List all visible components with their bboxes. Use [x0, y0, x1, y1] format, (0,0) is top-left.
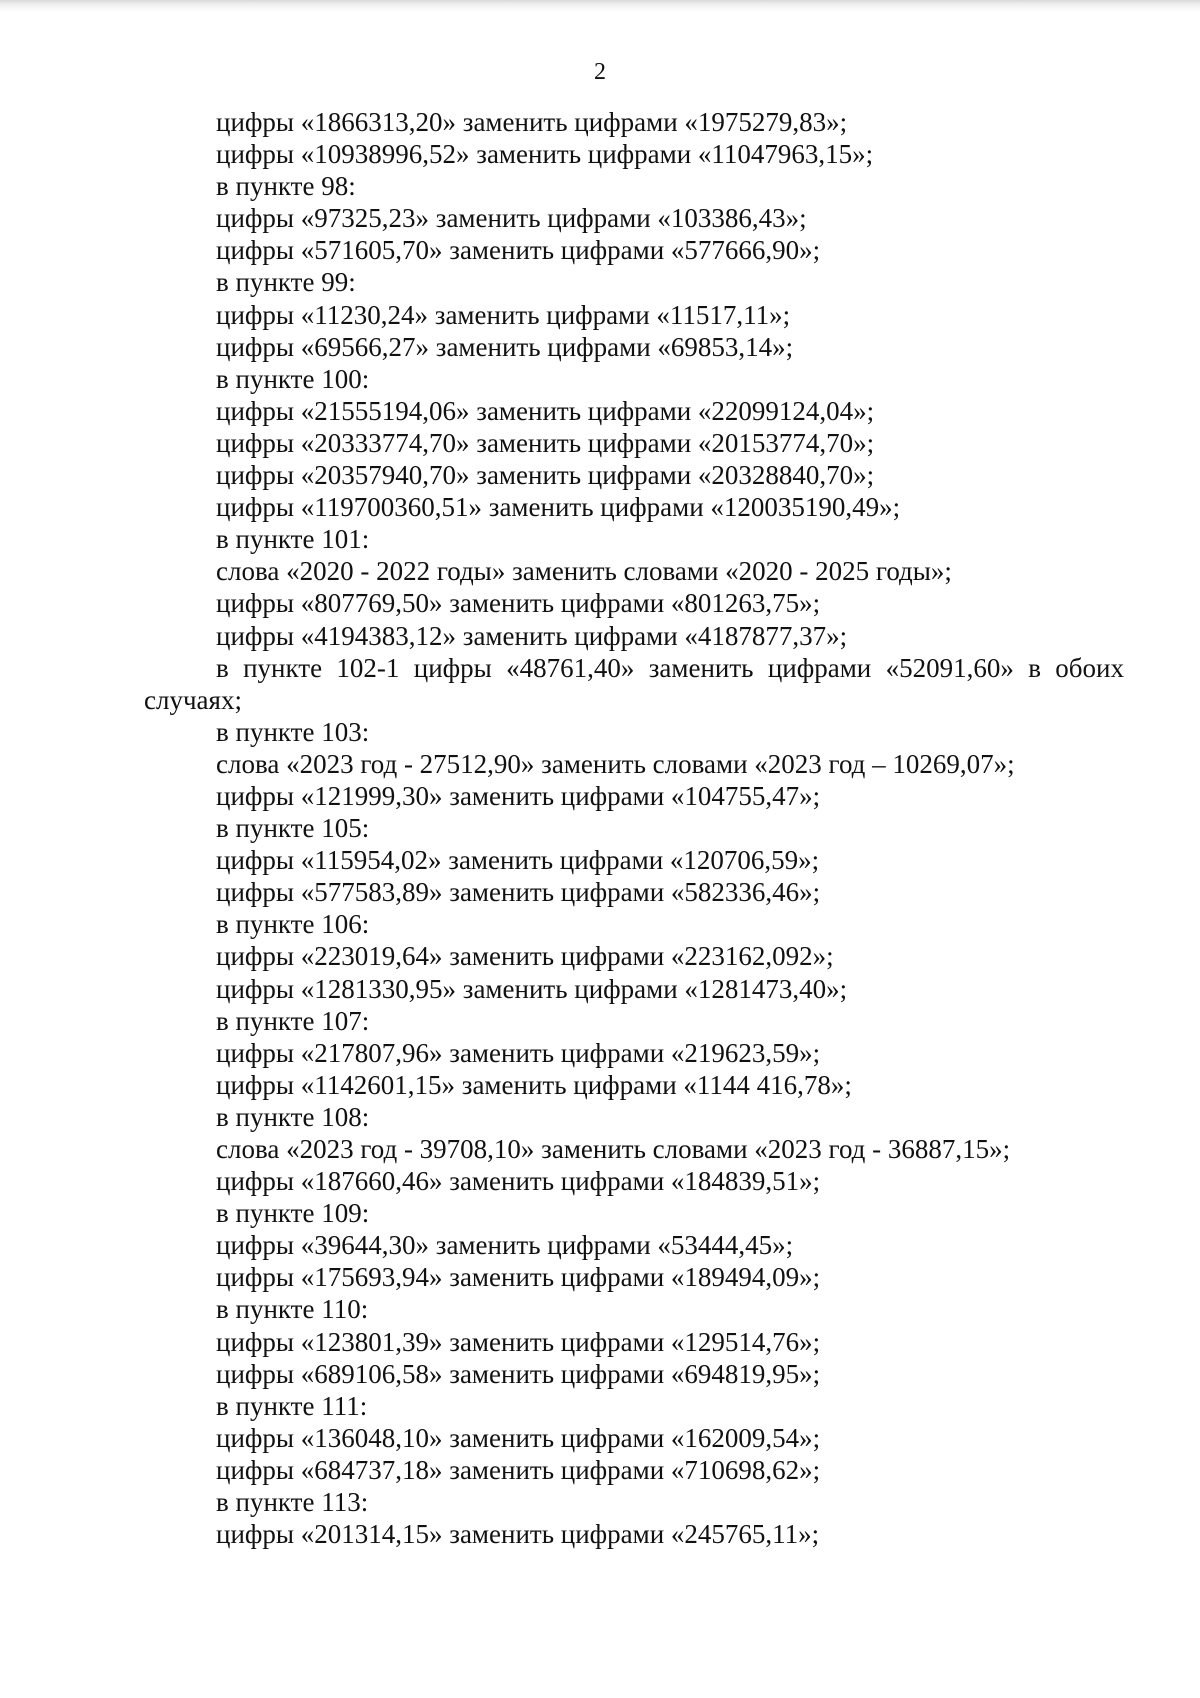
document-line: цифры «10938996,52» заменить цифрами «11047963,15»;: [216, 139, 874, 170]
document-line: слова «2023 год - 39708,10» заменить словами «2023 год - 36887,15»;: [216, 1134, 1011, 1164]
document-line: цифры «119700360,51» заменить цифрами «120035190,49»;: [216, 492, 901, 523]
scan-top-edge: [0, 0, 1200, 12]
document-line: цифры «11230,24» заменить цифрами «11517,11»;: [216, 299, 791, 330]
section-heading: в пункте 111:: [216, 1390, 368, 1421]
document-line: цифры «20357940,70» заменить цифрами «20328840,70»;: [216, 460, 875, 491]
document-line: цифры «684737,18» заменить цифрами «710698,62»;: [216, 1454, 821, 1485]
document-line: цифры «1281330,95» заменить цифрами «1281473,40»;: [216, 973, 848, 1004]
document-line: цифры «21555194,06» заменить цифрами «22099124,04»;: [216, 395, 875, 426]
section-heading: в пункте 113:: [216, 1487, 369, 1518]
section-heading: в пункте 108:: [216, 1101, 370, 1132]
document-line: цифры «69566,27» заменить цифрами «69853,14»;: [216, 331, 794, 362]
section-heading: в пункте 109:: [216, 1198, 370, 1229]
document-line: цифры «97325,23» заменить цифрами «103386,43»;: [216, 203, 807, 234]
document-line: цифры «187660,46» заменить цифрами «184839,51»;: [216, 1166, 821, 1197]
document-body: [144, 106, 1124, 1550]
section-heading: в пункте 110:: [216, 1294, 369, 1325]
section-heading: в пункте 103:: [216, 716, 370, 747]
document-line: цифры «689106,58» заменить цифрами «694819,95»;: [216, 1358, 821, 1389]
section-heading: в пункте 101:: [216, 524, 370, 555]
document-line: цифры «571605,70» заменить цифрами «577666,90»;: [216, 235, 821, 266]
document-paragraph: в пункте 102-1 цифры «48761,40» заменить цифрами «52091,60» в обоих случаях;: [144, 652, 1124, 715]
section-heading: в пункте 99:: [216, 267, 356, 298]
document-line: цифры «1142601,15» заменить цифрами «1144 416,78»;: [216, 1069, 852, 1100]
section-heading: в пункте 100:: [216, 363, 370, 394]
document-line: цифры «136048,10» заменить цифрами «162009,54»;: [216, 1422, 821, 1453]
document-line: цифры «223019,64» заменить цифрами «223162,092»;: [216, 941, 834, 972]
section-heading: в пункте 98:: [216, 171, 356, 202]
document-line: цифры «217807,96» заменить цифрами «219623,59»;: [216, 1037, 821, 1068]
page-number: 2: [594, 59, 606, 85]
document-line: цифры «201314,15» заменить цифрами «245765,11»;: [216, 1519, 820, 1550]
document-line: слова «2023 год - 27512,90» заменить словами «2023 год – 10269,07»;: [216, 748, 1015, 779]
document-line: цифры «39644,30» заменить цифрами «53444,45»;: [216, 1230, 794, 1261]
document-line: цифры «20333774,70» заменить цифрами «20153774,70»;: [216, 427, 875, 458]
section-heading: в пункте 106:: [216, 909, 370, 940]
document-line: цифры «175693,94» заменить цифрами «189494,09»;: [216, 1262, 821, 1293]
document-line: цифры «123801,39» заменить цифрами «129514,76»;: [216, 1326, 821, 1357]
document-line: цифры «121999,30» заменить цифрами «104755,47»;: [216, 780, 821, 811]
section-heading: в пункте 107:: [216, 1005, 370, 1036]
document-line: цифры «1866313,20» заменить цифрами «1975279,83»;: [216, 107, 848, 137]
document-line: цифры «115954,02» заменить цифрами «120706,59»;: [216, 845, 820, 876]
document-line: цифры «4194383,12» заменить цифрами «4187877,37»;: [216, 620, 848, 651]
document-line: цифры «807769,50» заменить цифрами «801263,75»;: [216, 588, 821, 619]
document-line: цифры «577583,89» заменить цифрами «582336,46»;: [216, 877, 821, 908]
document-line: слова «2020 - 2022 годы» заменить словами «2020 - 2025 годы»;: [216, 556, 952, 587]
section-heading: в пункте 105:: [216, 813, 370, 844]
